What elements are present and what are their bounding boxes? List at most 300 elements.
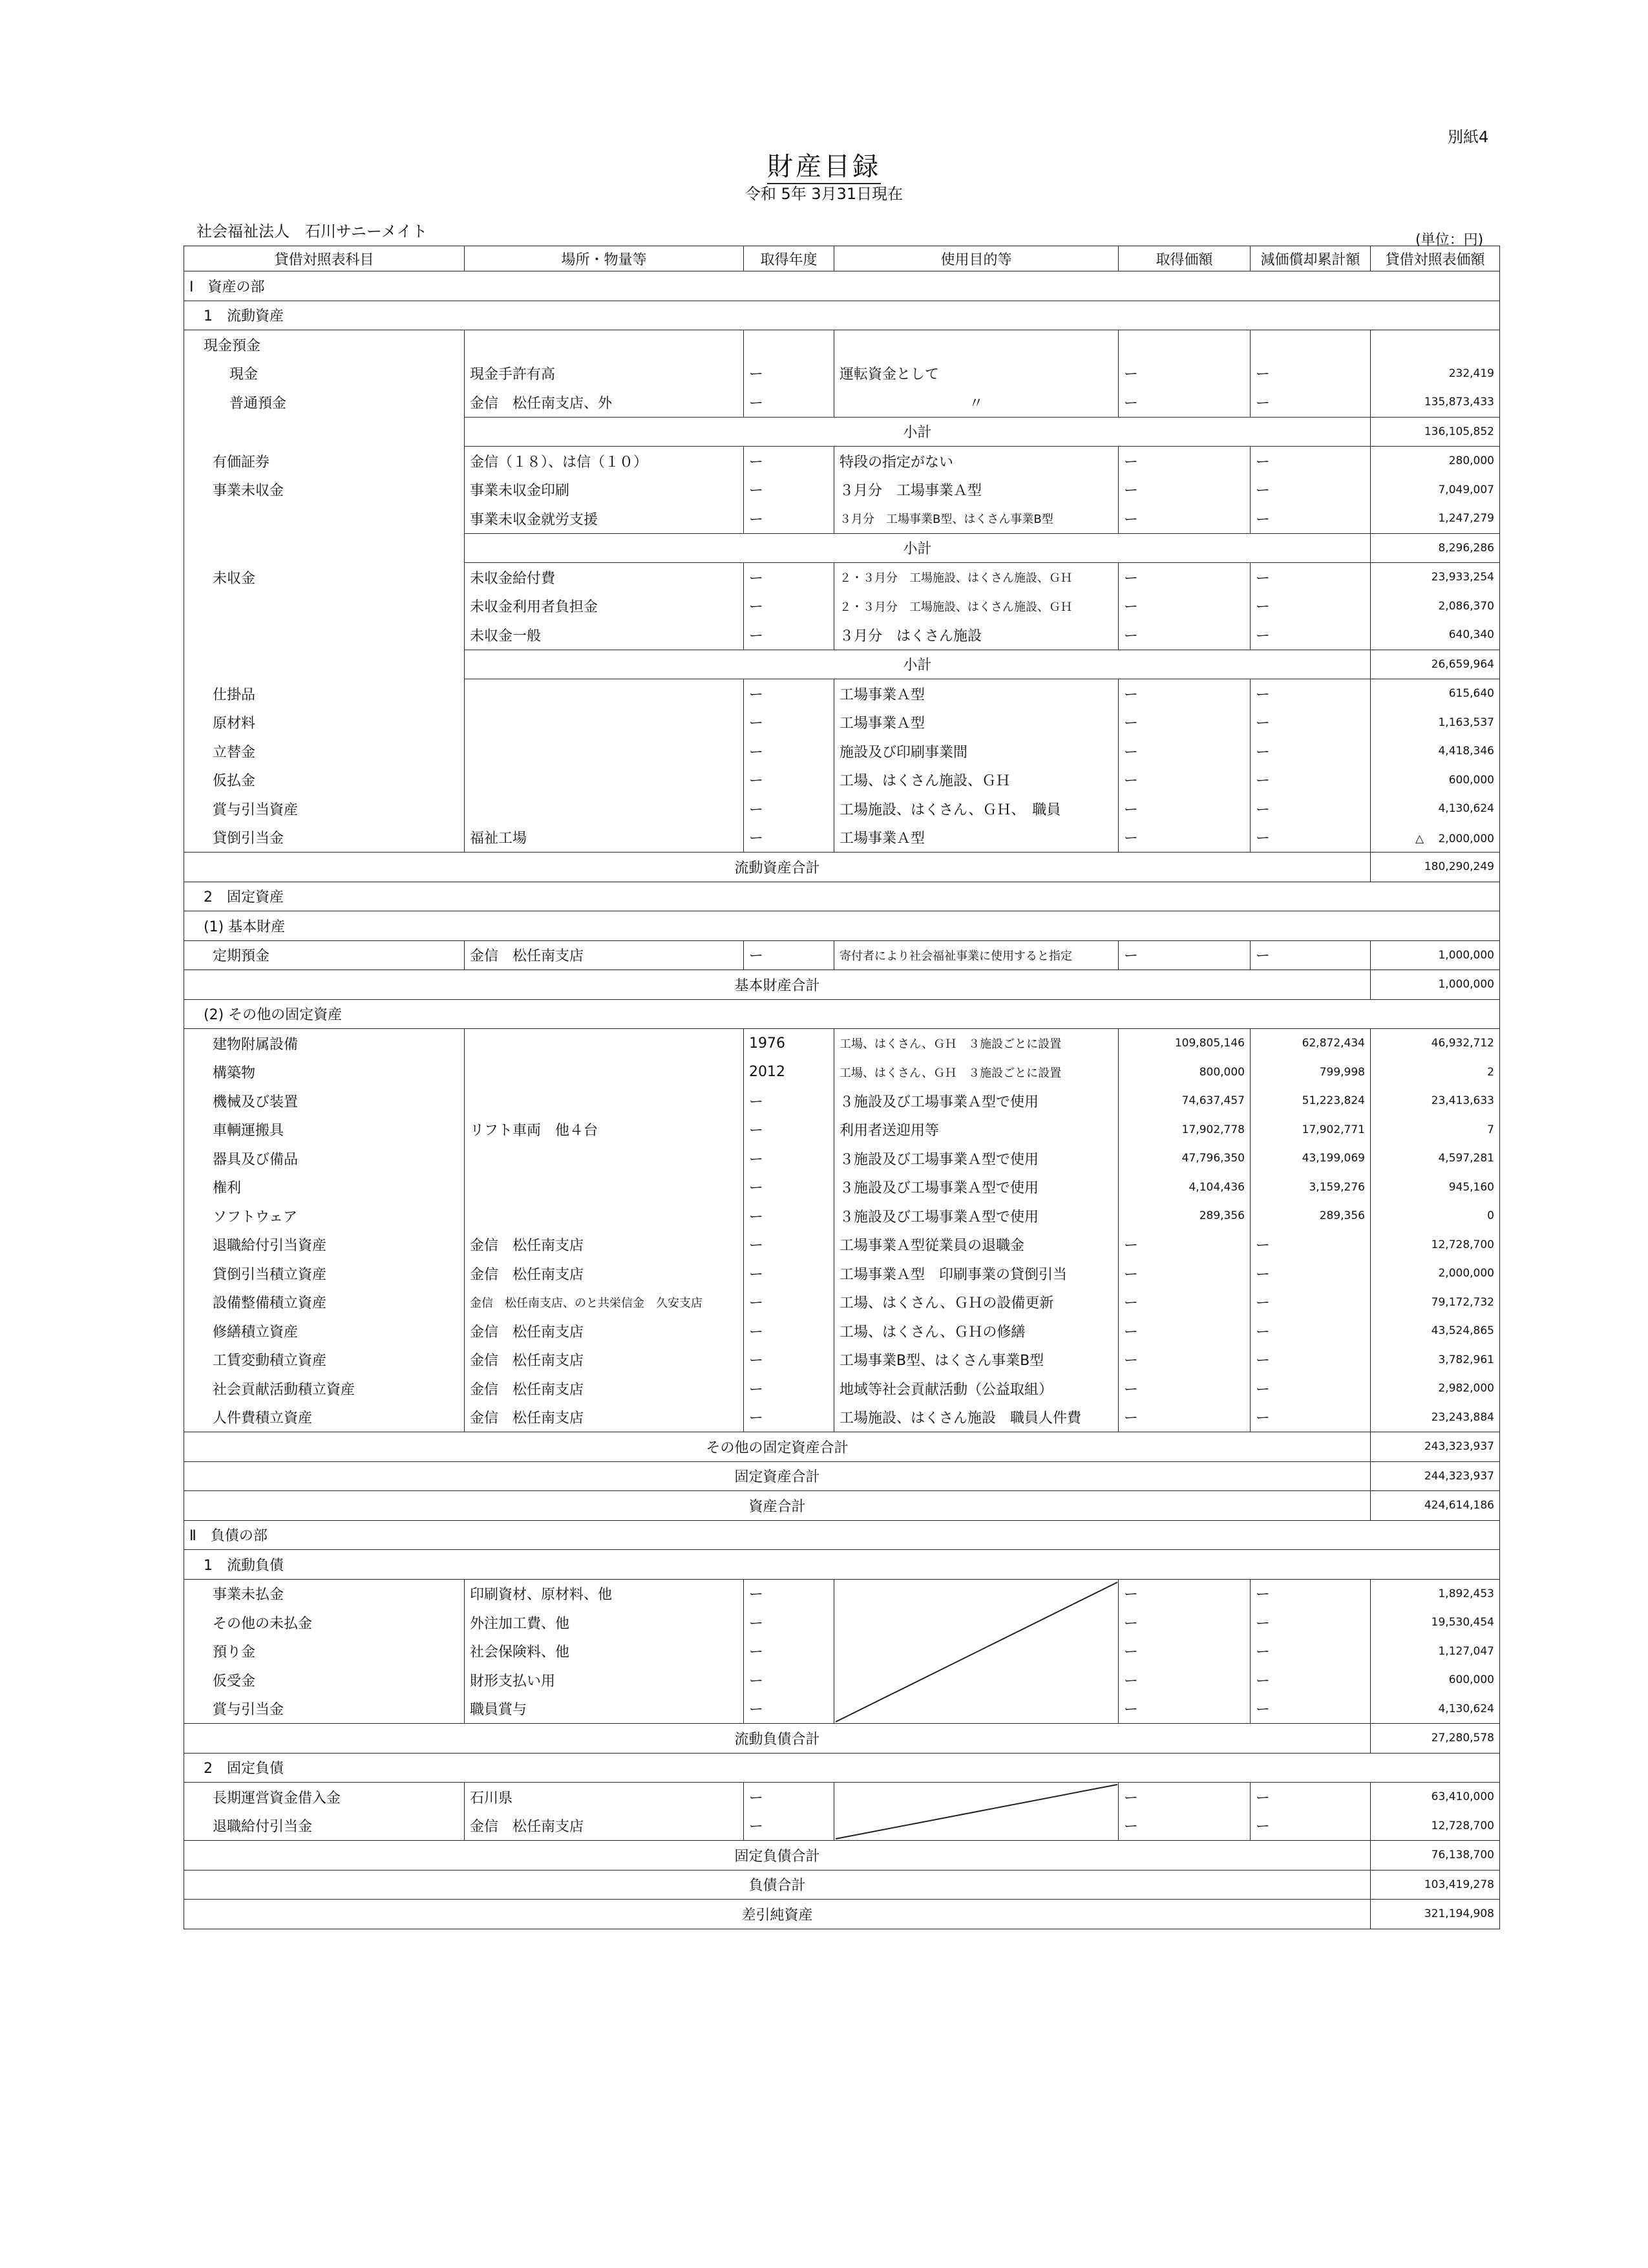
table-row xyxy=(184,1403,1500,1432)
depreciation-cell: ー xyxy=(1251,359,1371,388)
account-name: 機械及び装置 xyxy=(184,1086,465,1116)
account-name: 預り金 xyxy=(184,1637,465,1666)
subtotal-row xyxy=(184,417,1500,447)
year-cell: ー xyxy=(744,1144,834,1173)
purpose-cell: ２・３月分 工場施設、はくさん施設、ＧＨ xyxy=(834,592,1119,621)
purpose-cell-diagonal xyxy=(834,1783,1119,1841)
value-cell: 615,640 xyxy=(1371,679,1500,708)
section-row xyxy=(184,882,1500,911)
total-value: 27,280,578 xyxy=(1371,1724,1500,1754)
purpose-cell: ３月分 はくさん施設 xyxy=(834,620,1119,650)
depreciation-cell: ー xyxy=(1251,1288,1371,1317)
year-cell: ー xyxy=(744,1086,834,1116)
purpose-cell: ３施設及び工場事業Ａ型で使用 xyxy=(834,1144,1119,1173)
place-cell: 現金手許有高 xyxy=(465,359,744,388)
value-cell: 3,782,961 xyxy=(1371,1346,1500,1375)
account-name: 社会貢献活動積立資産 xyxy=(184,1374,465,1403)
place-cell: 未収金利用者負担金 xyxy=(465,592,744,621)
year-cell: ー xyxy=(744,823,834,853)
account-name: 設備整備積立資産 xyxy=(184,1288,465,1317)
depreciation-cell: 3,159,276 xyxy=(1251,1173,1371,1202)
place-cell xyxy=(465,708,744,737)
table-row xyxy=(184,1579,1500,1608)
value-cell: 945,160 xyxy=(1371,1173,1500,1202)
year-cell: ー xyxy=(744,476,834,505)
purpose-cell: ３施設及び工場事業Ａ型で使用 xyxy=(834,1202,1119,1231)
year-cell: 1976 xyxy=(744,1029,834,1058)
table-row xyxy=(184,1783,1500,1812)
depreciation-cell: ー xyxy=(1251,1317,1371,1346)
year-cell: ー xyxy=(744,1317,834,1346)
depreciation-cell: ー xyxy=(1251,1374,1371,1403)
year-cell: ー xyxy=(744,737,834,766)
place-cell: 未収金給付費 xyxy=(465,563,744,592)
value-cell: 1,163,537 xyxy=(1371,708,1500,737)
cost-cell: ー xyxy=(1119,447,1251,476)
table-row xyxy=(184,1374,1500,1403)
cost-cell: ー xyxy=(1119,563,1251,592)
account-name: 原材料 xyxy=(184,708,465,737)
cost-cell: 289,356 xyxy=(1119,1202,1251,1231)
table-row xyxy=(184,1317,1500,1346)
depreciation-cell: ー xyxy=(1251,766,1371,795)
place-cell: 未収金一般 xyxy=(465,620,744,650)
value-cell: 1,000,000 xyxy=(1371,940,1500,970)
section-row xyxy=(184,999,1500,1029)
purpose-cell: 特段の指定がない xyxy=(834,447,1119,476)
place-cell xyxy=(465,766,744,795)
place-cell xyxy=(465,1202,744,1231)
depreciation-cell: ー xyxy=(1251,823,1371,853)
account-name: 車輌運搬具 xyxy=(184,1116,465,1145)
purpose-cell: 利用者送迎用等 xyxy=(834,1116,1119,1145)
depreciation-cell: ー xyxy=(1251,1783,1371,1812)
place-cell: 財形支払い用 xyxy=(465,1666,744,1695)
cost-cell: ー xyxy=(1119,708,1251,737)
place-cell: 印刷資材、原材料、他 xyxy=(465,1579,744,1608)
table-row xyxy=(184,1116,1500,1145)
subtotal-row xyxy=(184,650,1500,679)
cost-cell: ー xyxy=(1119,620,1251,650)
depreciation-cell: ー xyxy=(1251,476,1371,505)
cost-cell: ー xyxy=(1119,1695,1251,1724)
total-label: 流動資産合計 xyxy=(184,853,1371,882)
total-label: 固定負債合計 xyxy=(184,1841,1371,1871)
account-name: 退職給付引当金 xyxy=(184,1812,465,1841)
year-cell: ー xyxy=(744,1608,834,1637)
total-row xyxy=(184,1900,1500,1929)
purpose-cell: 工場、はくさん、ＧＨの設備更新 xyxy=(834,1288,1119,1317)
attachment-number: 別紙4 xyxy=(1448,128,1489,146)
table-row xyxy=(184,1346,1500,1375)
table-row xyxy=(184,1288,1500,1317)
place-cell: 石川県 xyxy=(465,1783,744,1812)
table-row xyxy=(184,620,1500,650)
organization-name: 社会福祉法人 石川サニーメイト xyxy=(196,222,428,240)
unit-label: (単位：円) xyxy=(1415,232,1484,248)
year-cell: ー xyxy=(744,1173,834,1202)
value-cell: 2,000,000 xyxy=(1371,1259,1500,1288)
account-name: 器具及び備品 xyxy=(184,1144,465,1173)
account-name: 退職給付引当資産 xyxy=(184,1231,465,1260)
subtotal-value: 8,296,286 xyxy=(1371,533,1500,563)
place-cell: 職員賞与 xyxy=(465,1695,744,1724)
total-label: 流動負債合計 xyxy=(184,1724,1371,1754)
place-cell: 金信 松任南支店 xyxy=(465,1374,744,1403)
cost-cell: ー xyxy=(1119,388,1251,417)
total-label: 固定資産合計 xyxy=(184,1461,1371,1491)
value-cell: 280,000 xyxy=(1371,447,1500,476)
purpose-cell: 工場事業Ａ型 xyxy=(834,708,1119,737)
year-cell: ー xyxy=(744,940,834,970)
cost-cell: ー xyxy=(1119,1346,1251,1375)
account-name: 貸倒引当金 xyxy=(184,823,465,853)
depreciation-cell: ー xyxy=(1251,1259,1371,1288)
cost-cell: ー xyxy=(1119,359,1251,388)
place-cell xyxy=(465,737,744,766)
value-cell: 23,243,884 xyxy=(1371,1403,1500,1432)
value-cell: 79,172,732 xyxy=(1371,1288,1500,1317)
table-row xyxy=(184,1231,1500,1260)
purpose-cell: 工場事業Ａ型従業員の退職金 xyxy=(834,1231,1119,1260)
total-label: 負債合計 xyxy=(184,1870,1371,1900)
cost-cell: 47,796,350 xyxy=(1119,1144,1251,1173)
value-cell: 232,419 xyxy=(1371,359,1500,388)
value-cell: 4,418,346 xyxy=(1371,737,1500,766)
section-row xyxy=(184,301,1500,330)
total-value: 1,000,000 xyxy=(1371,970,1500,1000)
section-row xyxy=(184,1550,1500,1580)
account-name: 有価証券 xyxy=(184,447,465,476)
value-cell: 7,049,007 xyxy=(1371,476,1500,505)
cost-cell: ー xyxy=(1119,766,1251,795)
cost-cell: ー xyxy=(1119,1403,1251,1432)
depreciation-cell: ー xyxy=(1251,1666,1371,1695)
depreciation-cell: ー xyxy=(1251,1403,1371,1432)
value-cell: 23,413,633 xyxy=(1371,1086,1500,1116)
section-label: 2 固定負債 xyxy=(184,1753,1500,1783)
account-name: 権利 xyxy=(184,1173,465,1202)
account-name: ソフトウェア xyxy=(184,1202,465,1231)
depreciation-cell: 62,872,434 xyxy=(1251,1029,1371,1058)
total-label: 資産合計 xyxy=(184,1491,1371,1521)
year-cell: ー xyxy=(744,1666,834,1695)
place-cell: 金信 松任南支店 xyxy=(465,1317,744,1346)
place-cell: 金信 松任南支店 xyxy=(465,1403,744,1432)
purpose-cell: ３施設及び工場事業Ａ型で使用 xyxy=(834,1086,1119,1116)
total-row xyxy=(184,1491,1500,1521)
year-cell: ー xyxy=(744,504,834,533)
subtotal-label: 小計 xyxy=(465,417,1371,447)
year-cell: ー xyxy=(744,1259,834,1288)
year-cell: ー xyxy=(744,447,834,476)
value-cell: 2 xyxy=(1371,1058,1500,1087)
depreciation-cell: ー xyxy=(1251,1812,1371,1841)
section-label: 2 固定資産 xyxy=(184,882,1500,911)
year-cell: ー xyxy=(744,1783,834,1812)
depreciation-cell: ー xyxy=(1251,447,1371,476)
cost-cell: ー xyxy=(1119,794,1251,823)
depreciation-cell: ー xyxy=(1251,388,1371,417)
year-cell: ー xyxy=(744,1231,834,1260)
cost-cell: ー xyxy=(1119,1259,1251,1288)
depreciation-cell: ー xyxy=(1251,794,1371,823)
year-cell: ー xyxy=(744,563,834,592)
place-cell xyxy=(465,1058,744,1087)
section-label: 1 流動資産 xyxy=(184,301,1500,330)
account-name: 普通預金 xyxy=(184,388,465,417)
year-cell: ー xyxy=(744,1695,834,1724)
table-row xyxy=(184,1058,1500,1087)
year-cell: ー xyxy=(744,1579,834,1608)
depreciation-cell: ー xyxy=(1251,1231,1371,1260)
cost-cell: ー xyxy=(1119,1579,1251,1608)
year-cell: ー xyxy=(744,1812,834,1841)
year-cell: ー xyxy=(744,794,834,823)
account-name: その他の未払金 xyxy=(184,1608,465,1637)
place-cell: 金信 松任南支店、外 xyxy=(465,388,744,417)
value-cell: 7 xyxy=(1371,1116,1500,1145)
year-cell: ー xyxy=(744,1346,834,1375)
total-value: 321,194,908 xyxy=(1371,1900,1500,1929)
value-cell: 43,524,865 xyxy=(1371,1317,1500,1346)
purpose-cell: ２・３月分 工場施設、はくさん施設、ＧＨ xyxy=(834,563,1119,592)
place-cell xyxy=(465,679,744,708)
cost-cell: ー xyxy=(1119,1783,1251,1812)
purpose-cell: 工場事業Ａ型 xyxy=(834,679,1119,708)
cost-cell: 4,104,436 xyxy=(1119,1173,1251,1202)
account-name: 賞与引当金 xyxy=(184,1695,465,1724)
cost-cell: ー xyxy=(1119,679,1251,708)
section-label: (1) 基本財産 xyxy=(184,911,1500,941)
diagonal-line xyxy=(834,1783,1119,1840)
depreciation-cell: 289,356 xyxy=(1251,1202,1371,1231)
purpose-cell: 工場事業Ａ型 印刷事業の貸倒引当 xyxy=(834,1259,1119,1288)
year-cell: 2012 xyxy=(744,1058,834,1087)
section-row xyxy=(184,1753,1500,1783)
value-cell: 12,728,700 xyxy=(1371,1812,1500,1841)
subtotal-row xyxy=(184,533,1500,563)
total-row xyxy=(184,1841,1500,1871)
header-depreciation: 減価償却累計額 xyxy=(1251,246,1371,271)
total-value: 243,323,937 xyxy=(1371,1432,1500,1462)
table-row xyxy=(184,766,1500,795)
subtotal-value: 26,659,964 xyxy=(1371,650,1500,679)
total-value: 103,419,278 xyxy=(1371,1870,1500,1900)
depreciation-cell: ー xyxy=(1251,620,1371,650)
value-cell: 12,728,700 xyxy=(1371,1231,1500,1260)
purpose-cell: ３施設及び工場事業Ａ型で使用 xyxy=(834,1173,1119,1202)
total-label: その他の固定資産合計 xyxy=(184,1432,1371,1462)
subtotal-label: 小計 xyxy=(465,533,1371,563)
cost-cell: 800,000 xyxy=(1119,1058,1251,1087)
depreciation-cell: ー xyxy=(1251,1695,1371,1724)
depreciation-cell: ー xyxy=(1251,1608,1371,1637)
table-row xyxy=(184,388,1500,417)
table-header-row xyxy=(184,246,1500,271)
account-name: 未収金 xyxy=(184,563,465,592)
cost-cell: ー xyxy=(1119,1812,1251,1841)
subtotal-label: 小計 xyxy=(465,650,1371,679)
value-cell: 4,130,624 xyxy=(1371,794,1500,823)
table-row xyxy=(184,447,1500,476)
value-cell: △ 2,000,000 xyxy=(1371,823,1500,853)
account-name: 現金 xyxy=(184,359,465,388)
title-text: 財産目録 xyxy=(767,152,881,184)
table-row xyxy=(184,504,1500,533)
value-cell: 1,892,453 xyxy=(1371,1579,1500,1608)
header-cost: 取得価額 xyxy=(1119,246,1251,271)
depreciation-cell: 43,199,069 xyxy=(1251,1144,1371,1173)
place-cell xyxy=(465,1029,744,1058)
year-cell: ー xyxy=(744,1288,834,1317)
total-label: 差引純資産 xyxy=(184,1900,1371,1929)
purpose-cell: 工場事業Ａ型 xyxy=(834,823,1119,853)
year-cell: ー xyxy=(744,592,834,621)
place-cell: 社会保険料、他 xyxy=(465,1637,744,1666)
depreciation-cell: ー xyxy=(1251,1637,1371,1666)
year-cell: ー xyxy=(744,1202,834,1231)
value-cell: 23,933,254 xyxy=(1371,563,1500,592)
depreciation-cell: ー xyxy=(1251,1579,1371,1608)
account-name: 事業未収金 xyxy=(184,476,465,505)
total-row xyxy=(184,1724,1500,1754)
header-account: 貸借対照表科目 xyxy=(184,246,465,271)
year-cell: ー xyxy=(744,1116,834,1145)
table-row xyxy=(184,476,1500,505)
table-row xyxy=(184,708,1500,737)
cost-cell: 17,902,778 xyxy=(1119,1116,1251,1145)
place-cell: 金信 松任南支店 xyxy=(465,1346,744,1375)
depreciation-cell: ー xyxy=(1251,592,1371,621)
account-name: 工賃変動積立資産 xyxy=(184,1346,465,1375)
place-cell: リフト車両 他４台 xyxy=(465,1116,744,1145)
total-value: 424,614,186 xyxy=(1371,1491,1500,1521)
account-name: 修繕積立資産 xyxy=(184,1317,465,1346)
account-name: 現金預金 xyxy=(184,330,465,359)
table-row xyxy=(184,563,1500,592)
purpose-cell: 工場事業B型、はくさん事業B型 xyxy=(834,1346,1119,1375)
depreciation-cell: ー xyxy=(1251,679,1371,708)
value-cell: 46,932,712 xyxy=(1371,1029,1500,1058)
table-row xyxy=(184,940,1500,970)
cost-cell: ー xyxy=(1119,592,1251,621)
year-cell: ー xyxy=(744,620,834,650)
place-cell: 金信 松任南支店 xyxy=(465,1259,744,1288)
purpose-cell: 工場、はくさん、ＧＨ ３施設ごとに設置 xyxy=(834,1029,1119,1058)
depreciation-cell: ー xyxy=(1251,737,1371,766)
section-label: 1 流動負債 xyxy=(184,1550,1500,1580)
header-place: 場所・物量等 xyxy=(465,246,744,271)
cost-cell: ー xyxy=(1119,1288,1251,1317)
total-value: 244,323,937 xyxy=(1371,1461,1500,1491)
value-cell: 135,873,433 xyxy=(1371,388,1500,417)
account-name: 事業未払金 xyxy=(184,1579,465,1608)
cost-cell: ー xyxy=(1119,1317,1251,1346)
total-row xyxy=(184,1870,1500,1900)
value-cell: 63,410,000 xyxy=(1371,1783,1500,1812)
section-label: Ⅰ 資産の部 xyxy=(184,271,1500,301)
place-cell: 事業未収金就労支援 xyxy=(465,504,744,533)
table-row xyxy=(184,359,1500,388)
place-cell: 金信 松任南支店 xyxy=(465,1231,744,1260)
depreciation-cell: ー xyxy=(1251,1346,1371,1375)
purpose-cell: ３月分 工場事業B型、はくさん事業B型 xyxy=(834,504,1119,533)
header-purpose: 使用目的等 xyxy=(834,246,1119,271)
table-row xyxy=(184,592,1500,621)
place-cell: 事業未収金印刷 xyxy=(465,476,744,505)
cost-cell: ー xyxy=(1119,504,1251,533)
account-name: 長期運営資金借入金 xyxy=(184,1783,465,1812)
value-cell: 600,000 xyxy=(1371,766,1500,795)
purpose-cell: 工場、はくさん、ＧＨ ３施設ごとに設置 xyxy=(834,1058,1119,1087)
account-name: 構築物 xyxy=(184,1058,465,1087)
total-row xyxy=(184,853,1500,882)
total-value: 76,138,700 xyxy=(1371,1841,1500,1871)
table-row xyxy=(184,737,1500,766)
table-row xyxy=(184,1086,1500,1116)
year-cell: ー xyxy=(744,1403,834,1432)
table-row xyxy=(184,1173,1500,1202)
cost-cell: ー xyxy=(1119,1374,1251,1403)
value-cell: 1,247,279 xyxy=(1371,504,1500,533)
place-cell xyxy=(465,1173,744,1202)
cost-cell: ー xyxy=(1119,823,1251,853)
purpose-cell: 運転資金として xyxy=(834,359,1119,388)
place-cell xyxy=(465,1144,744,1173)
account-name: 賞与引当資産 xyxy=(184,794,465,823)
cost-cell: ー xyxy=(1119,1637,1251,1666)
year-cell: ー xyxy=(744,708,834,737)
total-value: 180,290,249 xyxy=(1371,853,1500,882)
value-cell: 2,086,370 xyxy=(1371,592,1500,621)
place-cell: 金信 松任南支店、のと共栄信金 久安支店 xyxy=(465,1288,744,1317)
section-row xyxy=(184,911,1500,941)
cost-cell: 109,805,146 xyxy=(1119,1029,1251,1058)
cost-cell: ー xyxy=(1119,737,1251,766)
table-row xyxy=(184,794,1500,823)
cost-cell: 74,637,457 xyxy=(1119,1086,1251,1116)
total-row xyxy=(184,970,1500,1000)
depreciation-cell: ー xyxy=(1251,940,1371,970)
place-cell: 金信 松任南支店 xyxy=(465,940,744,970)
table-row xyxy=(184,1259,1500,1288)
year-cell: ー xyxy=(744,766,834,795)
account-name: 貸倒引当積立資産 xyxy=(184,1259,465,1288)
document-title xyxy=(0,146,1648,183)
cost-cell: ー xyxy=(1119,1231,1251,1260)
table-row xyxy=(184,679,1500,708)
year-cell: ー xyxy=(744,359,834,388)
cost-cell: ー xyxy=(1119,940,1251,970)
value-cell: 2,982,000 xyxy=(1371,1374,1500,1403)
value-cell: 0 xyxy=(1371,1202,1500,1231)
account-name: 立替金 xyxy=(184,737,465,766)
purpose-cell: 工場、はくさん施設、ＧＨ xyxy=(834,766,1119,795)
table-row xyxy=(184,330,1500,359)
purpose-cell: 寄付者により社会福祉事業に使用すると指定 xyxy=(834,940,1119,970)
place-cell xyxy=(465,1086,744,1116)
value-cell: 4,130,624 xyxy=(1371,1695,1500,1724)
account-name: 建物附属設備 xyxy=(184,1029,465,1058)
place-cell xyxy=(465,794,744,823)
purpose-cell-diagonal xyxy=(834,1579,1119,1724)
place-cell: 金信（１８）、は信（１０） xyxy=(465,447,744,476)
table-row xyxy=(184,1144,1500,1173)
year-cell: ー xyxy=(744,1374,834,1403)
depreciation-cell: 51,223,824 xyxy=(1251,1086,1371,1116)
total-label: 基本財産合計 xyxy=(184,970,1371,1000)
